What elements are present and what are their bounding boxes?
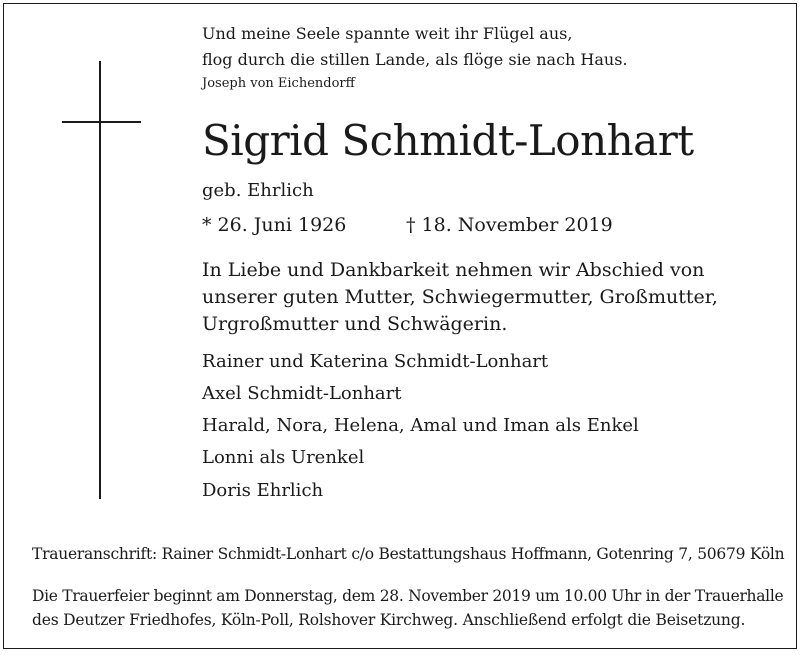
poem-author: Joseph von Eichendorff [202,76,355,91]
cross-horizontal-bar [62,121,141,123]
cross-vertical-bar [99,61,101,499]
family-member: Axel Schmidt-Lonhart [202,383,402,404]
family-member: Harald, Nora, Helena, Amal und Iman als Enkel [202,415,639,436]
message-line-2: unserer guten Mutter, Schwiegermutter, Großmutter, [202,286,718,308]
deceased-name: Sigrid Schmidt-Lonhart [202,116,694,165]
family-member: Rainer und Katerina Schmidt-Lonhart [202,351,549,372]
birth-name: geb. Ehrlich [202,180,314,201]
ceremony-line-2: des Deutzer Friedhofes, Köln-Poll, Rolshover Kirchweg. Anschließend erfolgt die Beisetzung. [32,611,746,629]
mourning-address: Traueranschrift: Rainer Schmidt-Lonhart c/o Bestattungshaus Hoffmann, Gotenring 7, 50679 Köln [32,545,785,563]
message-line-3: Urgroßmutter und Schwägerin. [202,313,508,335]
poem-line-2: flog durch die stillen Lande, als flöge sie nach Haus. [202,50,628,69]
death-date: † 18. November 2019 [406,214,613,236]
poem-line-1: Und meine Seele spannte weit ihr Flügel aus, [202,24,573,43]
obituary-notice [3,3,797,649]
message-line-1: In Liebe und Dankbarkeit nehmen wir Abschied von [202,259,705,281]
family-member: Lonni als Urenkel [202,447,365,468]
birth-date: * 26. Juni 1926 [202,214,347,236]
ceremony-line-1: Die Trauerfeier beginnt am Donnerstag, dem 28. November 2019 um 10.00 Uhr in der Trauerhalle [32,587,784,605]
family-member: Doris Ehrlich [202,480,324,501]
